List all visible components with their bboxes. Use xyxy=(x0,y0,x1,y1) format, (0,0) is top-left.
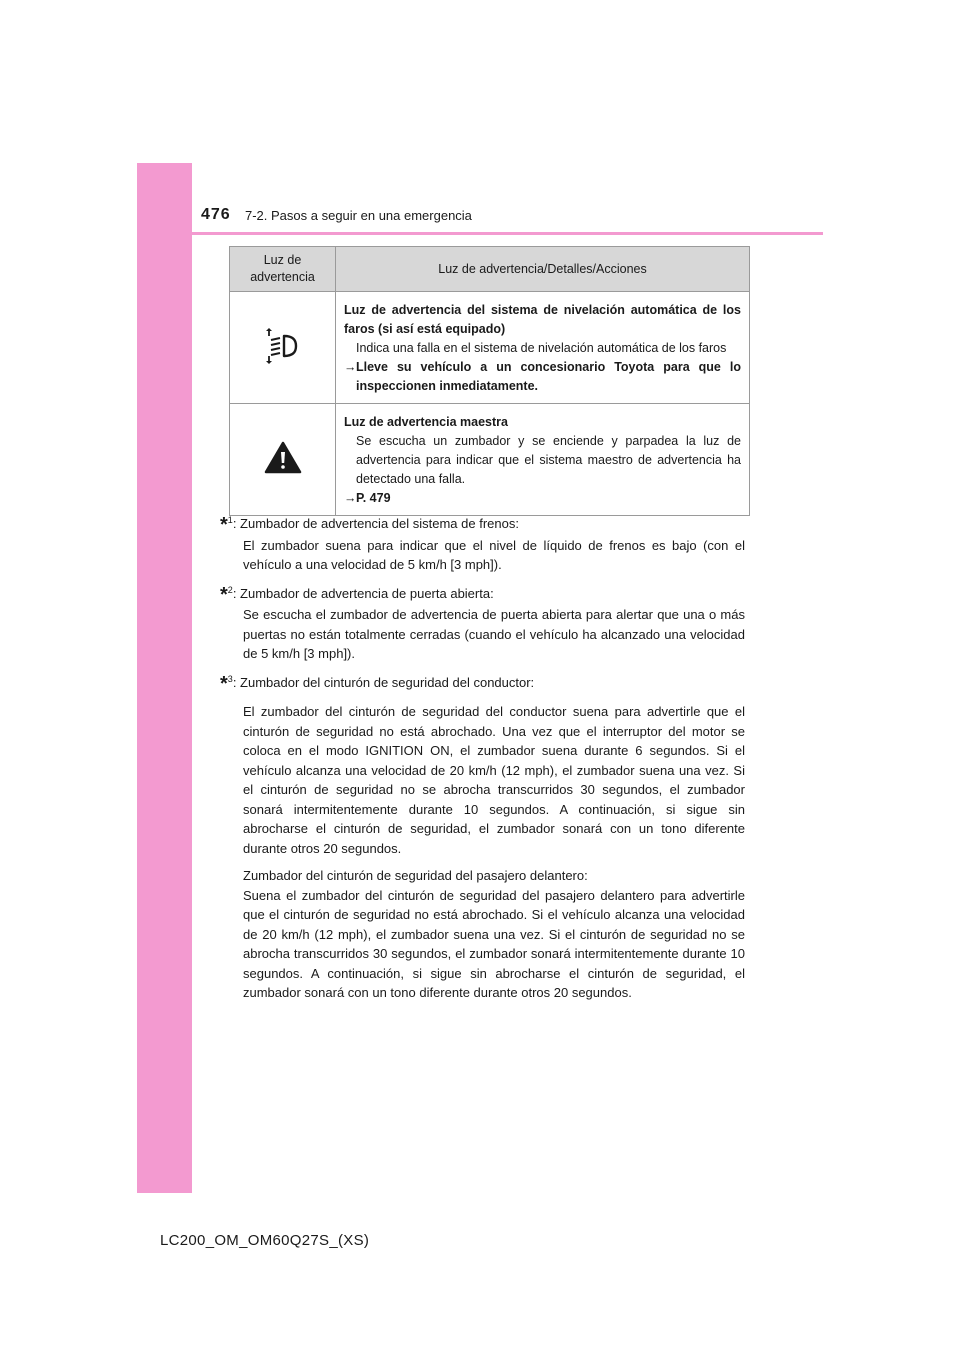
footnote xyxy=(220,672,745,1003)
column-header-details: Luz de advertencia/Detalles/Acciones xyxy=(336,247,750,292)
footnote-heading xyxy=(220,513,745,536)
warning-description: Se escucha un zumbador y se enciende y parpadea la luz de advertencia para indicar que el sistema maestro de advertencia ha detectado una falla. xyxy=(356,434,741,486)
warning-lights-table xyxy=(229,246,750,516)
footnote-paragraph: El zumbador del cinturón de seguridad del conductor suena para advertirle que el cinturón de seguridad no está abrochado. Una vez que el interruptor del motor se coloca en el modo IGNITION ON, el zumbador suena durante 6 segundos. Si el vehículo alcanza una velocidad de 20 km/h (12 mph), el zumbador suena una vez. Si el cinturón de seguridad no se abrocha transcurridos 30 segundos, el zumbador sonará intermitentemente durante 10 segundos. A continuación, si sigue sin abrocharse el cinturón de seguridad, el zumbador sonará con un tono diferente durante otros 20 segundos. xyxy=(243,704,745,856)
column-header-light: Luz de advertencia xyxy=(230,247,336,292)
footnote-star: * xyxy=(220,514,228,536)
warning-action xyxy=(344,489,741,508)
footnote xyxy=(220,513,745,575)
footnote-paragraph: El zumbador suena para indicar que el nivel de líquido de frenos es bajo (con el vehículo a una velocidad de 5 km/h [3 mph]). xyxy=(243,537,745,572)
warning-title: Luz de advertencia del sistema de nivelación automática de los faros (si así está equipado) xyxy=(344,303,741,336)
icon-cell xyxy=(230,404,336,516)
footnotes xyxy=(220,513,745,1011)
document-code: LC200_OM_OM60Q27S_(XS) xyxy=(160,1232,370,1249)
footnote-heading xyxy=(220,583,745,606)
warning-description: Indica una falla en el sistema de nivelación automática de los faros xyxy=(356,341,727,355)
side-color-band xyxy=(137,163,192,1193)
table-row xyxy=(230,404,750,516)
page-reference-link[interactable]: P. 479 xyxy=(356,491,391,505)
warning-action-text: Lleve su vehículo a un concesionario Toyota para que lo inspeccionen inmediatamente. xyxy=(356,360,741,393)
description-cell xyxy=(336,292,750,404)
table-header-row xyxy=(230,247,750,292)
footnote-paragraph: Suena el zumbador del cinturón de seguridad del pasajero delantero para advertirle que el cinturón de seguridad no está abrochado. Si el vehículo alcanza una velocidad de 20 km/h (12 mph), el zumbador suena una vez. Si el cinturón de seguridad no se abrocha transcurridos 30 segundos, el zumbador sonará intermitentemente durante 10 segundos. A continuación, si sigue sin abrocharse el cinturón de seguridad, el zumbador sonará con un tono diferente durante otros 20 segundos. xyxy=(243,887,745,1000)
footnote-subheading: Zumbador del cinturón de seguridad del pasajero delantero: xyxy=(243,868,588,883)
arrow-icon: → xyxy=(344,360,357,374)
footnote-body xyxy=(220,702,745,1003)
footnote-star: * xyxy=(220,583,228,606)
footnote-body xyxy=(220,536,745,575)
icon-cell xyxy=(230,292,336,404)
footnote-number: 1 xyxy=(227,515,233,525)
footnote-number: 2 xyxy=(227,584,233,595)
warning-title: Luz de advertencia maestra xyxy=(344,415,508,429)
footnote-body xyxy=(220,605,745,664)
table-row xyxy=(230,292,750,404)
footnote-star: * xyxy=(220,672,228,695)
warning-action xyxy=(344,358,741,396)
description-cell xyxy=(336,404,750,516)
master-warning-icon xyxy=(264,441,302,478)
footnote-heading xyxy=(220,672,745,695)
section-title: 7-2. Pasos a seguir en una emergencia xyxy=(245,208,472,223)
header-rule xyxy=(137,232,823,235)
footnote-title: : Zumbador de advertencia del sistema de frenos: xyxy=(232,516,519,531)
footnote-paragraph: Se escucha el zumbador de advertencia de puerta abierta para alertar que una o más puertas no están totalmente cerradas (cuando el vehículo ha alcanzado una velocidad de 5 km/h [3 mph]). xyxy=(243,607,745,661)
footnote-title: : Zumbador de advertencia de puerta abierta: xyxy=(232,585,494,601)
footnote-title: : Zumbador del cinturón de seguridad del conductor: xyxy=(232,674,535,690)
headlight-leveling-icon xyxy=(265,328,301,367)
page-number: 476 xyxy=(201,206,231,223)
footnote xyxy=(220,583,745,664)
footnote-number: 3 xyxy=(227,673,233,684)
arrow-icon: → xyxy=(344,491,357,505)
